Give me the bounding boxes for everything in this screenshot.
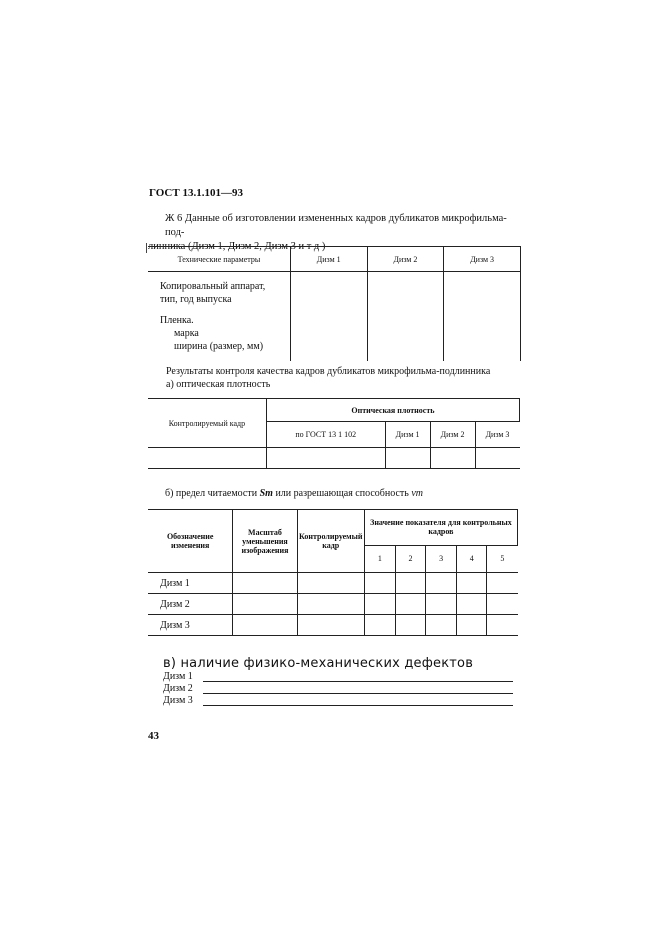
subheader-num-2: 2 (395, 545, 425, 572)
table-cell (487, 594, 518, 615)
table-cell (395, 594, 425, 615)
column-header-tech-params: Технические параметры (148, 247, 290, 272)
defect-line-label: Дизм 1 (163, 671, 193, 682)
subheader-dizm1: Дизм 1 (385, 422, 430, 448)
column-header-value: Значение показателя для контрольных кадров (364, 510, 517, 546)
row-label-dizm2: Дизм 2 (148, 594, 233, 615)
subsection-b-middle: или разрешающая способность (272, 488, 412, 499)
table-cell (457, 615, 487, 636)
table-cell (233, 594, 297, 615)
subheader-num-4: 4 (457, 545, 487, 572)
table-cell (487, 573, 518, 594)
section-j6-title-line2: линника (Дизм 1, Дизм 2, Дизм 3 и т д ) (148, 241, 326, 252)
column-header-dizm1: Дизм 1 (290, 247, 367, 272)
table-header-row (148, 399, 520, 422)
table-cell (290, 272, 367, 362)
subheader-num-1: 1 (364, 545, 395, 572)
table-cell (364, 615, 395, 636)
param-width: ширина (размер, мм) (174, 341, 264, 352)
subsection-b-prefix: б) предел читаемости (165, 488, 260, 499)
column-header-frame: Контролируемый кадр (297, 510, 364, 573)
table-cell (297, 615, 364, 636)
table-cell (395, 573, 425, 594)
symbol-sm: Sm (259, 488, 273, 499)
column-header-change: Обозначение изменения (148, 510, 233, 573)
table-cell (457, 573, 487, 594)
subsection-a: а) оптическая плотность (166, 379, 271, 390)
defect-line-dizm1 (163, 671, 513, 683)
fill-in-line (203, 681, 513, 682)
table-cell (266, 448, 385, 469)
column-header-dizm3: Дизм 3 (444, 247, 521, 272)
defect-line-label: Дизм 2 (163, 683, 193, 694)
table-cell (148, 448, 266, 469)
table-cell (426, 615, 457, 636)
table-cell (457, 594, 487, 615)
subheader-num-3: 3 (426, 545, 457, 572)
column-header-scale: Масштаб уменьшения изображения (233, 510, 297, 573)
subheader-dizm2: Дизм 2 (430, 422, 475, 448)
manufacturing-table (148, 246, 521, 361)
table-cell (426, 594, 457, 615)
results-title: Результаты контроля качества кадров дубликатов микрофильма-подлинника (166, 366, 491, 377)
column-header-density: Оптическая плотность (266, 399, 519, 422)
fill-in-line (203, 705, 513, 706)
table-cell (426, 573, 457, 594)
tech-params-cell (148, 272, 290, 362)
symbol-vm: vm (411, 488, 424, 499)
defect-line-dizm2 (163, 683, 513, 695)
page-number: 43 (148, 730, 159, 742)
subheader-gost: по ГОСТ 13 1 102 (266, 422, 385, 448)
subsection-b (165, 488, 423, 499)
table-row (148, 272, 521, 362)
table-row (148, 573, 518, 594)
table-cell (487, 615, 518, 636)
column-header-frame: Контролируемый кадр (148, 399, 266, 448)
table-header-row (148, 510, 518, 546)
results-block (166, 365, 490, 391)
table-cell (385, 448, 430, 469)
readability-table (148, 509, 518, 636)
subheader-num-5: 5 (487, 545, 518, 572)
table-cell (475, 448, 519, 469)
column-header-dizm2: Дизм 2 (367, 247, 444, 272)
param-brand: марка (174, 328, 199, 339)
table-row (148, 594, 518, 615)
defect-line-dizm3 (163, 695, 513, 707)
section-c-title: в) наличие физико-механических дефектов (163, 656, 474, 671)
table-cell (364, 573, 395, 594)
defect-line-label: Дизм 3 (163, 695, 193, 706)
table-cell (297, 594, 364, 615)
param-copier-line1: Копировальный аппарат, (160, 281, 266, 292)
optical-density-table (148, 398, 520, 469)
table-cell (233, 573, 297, 594)
table-cell (233, 615, 297, 636)
section-j6-title-line1: Ж 6 Данные об изготовлении измененных кадров дубликатов микрофильма-под- (165, 213, 507, 238)
table-cell (444, 272, 521, 362)
subheader-dizm3: Дизм 3 (475, 422, 519, 448)
table-cell (364, 594, 395, 615)
table-header-row (148, 247, 521, 272)
param-film: Пленка. (160, 315, 194, 326)
table-row (148, 448, 520, 469)
document-code: ГОСТ 13.1.101—93 (149, 187, 243, 199)
fill-in-line (203, 693, 513, 694)
row-label-dizm1: Дизм 1 (148, 573, 233, 594)
table-cell (430, 448, 475, 469)
table-cell (367, 272, 444, 362)
row-label-dizm3: Дизм 3 (148, 615, 233, 636)
table-cell (395, 615, 425, 636)
table-row (148, 615, 518, 636)
param-copier-line2: тип, год выпуска (160, 294, 232, 305)
table-cell (297, 573, 364, 594)
